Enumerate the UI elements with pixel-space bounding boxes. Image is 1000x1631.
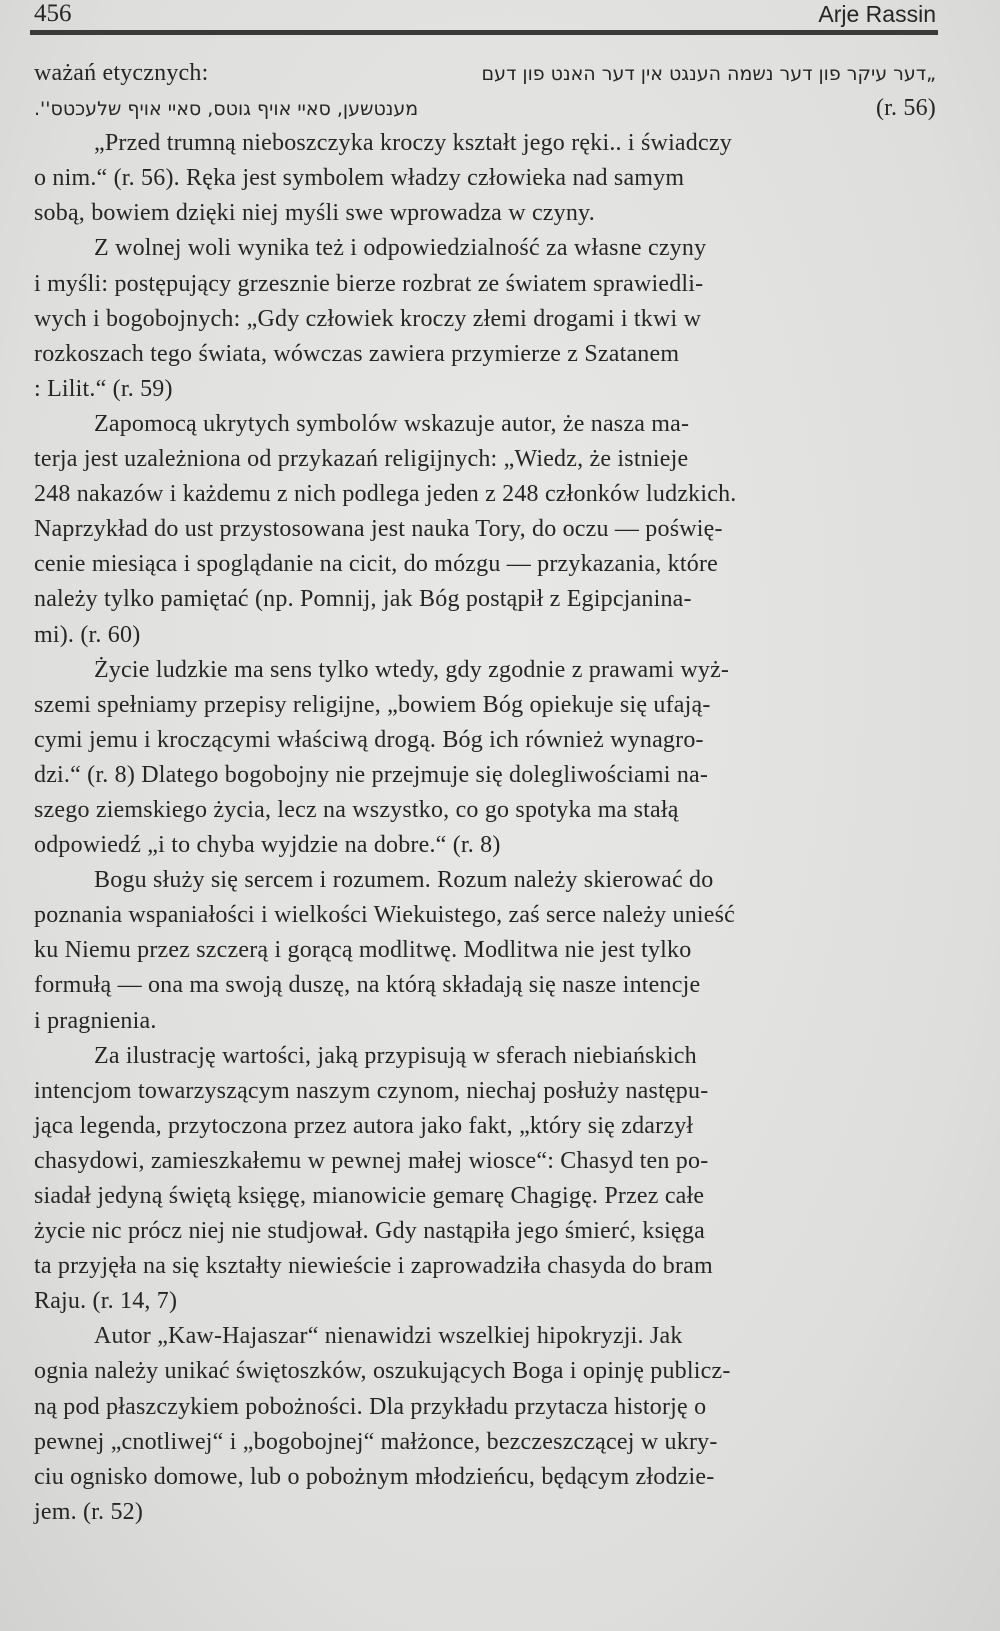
page-number: 456 — [34, 0, 72, 27]
line-text: Za ilustrację wartości, jaką przypisują w sferach niebiańskich — [94, 1042, 697, 1069]
line-text: cymi jemu i kroczącymi właściwą drogą. Bóg ich również wynagro- — [34, 726, 704, 753]
text-line — [34, 372, 936, 407]
line-text: jąca legenda, przytoczona przez autora jako fakt, „który się zdarzył — [34, 1112, 694, 1139]
text-line — [34, 582, 936, 617]
text-line — [34, 512, 936, 547]
text-line — [34, 968, 936, 1003]
line-text: Zapomocą ukrytych symbolów wskazuje autor, że nasza ma- — [94, 410, 690, 437]
line-text: jem. (r. 52) — [34, 1498, 144, 1525]
text-line — [34, 863, 936, 898]
text-line — [34, 477, 936, 512]
text-line — [34, 1249, 936, 1284]
yiddish-quote-line-1: „דער עיקר פון דער נשמה הענגט אין דער האנט פון דעם — [481, 63, 936, 85]
line-text: i pragnienia. — [34, 1007, 157, 1034]
line-text: „Przed trumną nieboszczyka kroczy kształt jego ręki.. i świadczy — [94, 130, 732, 157]
line-text: mi). (r. 60) — [34, 621, 141, 648]
line-text: ku Niemu przez szczerą i gorącą modlitwę. Modlitwa nie jest tylko — [34, 937, 692, 964]
line-text: terja jest uzależniona od przykazań religijnych: „Wiedz, że istnieje — [34, 446, 689, 473]
text-line — [34, 1109, 936, 1144]
line-text: Naprzykład do ust przystosowana jest nauka Tory, do oczu — poświę- — [34, 516, 723, 543]
line-polish-lead: ważań etycznych: — [34, 60, 209, 86]
text-line — [34, 1039, 936, 1074]
text-line — [34, 758, 936, 793]
line-text: sobą, bowiem dzięki niej myśli swe wprowadza w czyny. — [34, 200, 595, 227]
line-text: pewnej „cnotliwej“ i „bogobojnej“ małżonce, bezczeszczącej w ukry- — [34, 1428, 718, 1455]
line-text: odpowiedź „i to chyba wyjdzie na dobre.“ (r. 8) — [34, 832, 501, 859]
text-line — [34, 56, 936, 91]
text-line — [34, 337, 936, 372]
line-text: Życie ludzkie ma sens tylko wtedy, gdy zgodnie z prawami wyż- — [94, 656, 730, 683]
line-text: intencjom towarzyszącym naszym czynom, niechaj posłuży następu- — [34, 1077, 709, 1104]
page-header — [34, 0, 936, 30]
text-line — [34, 1390, 936, 1425]
line-text: szemi spełniamy przepisy religijne, „bowiem Bóg opiekuje się ufają- — [34, 691, 711, 718]
line-text: należy tylko pamiętać (np. Pomnij, jak Bóg postąpił z Egipcjanina- — [34, 586, 692, 613]
line-text: siadał jedyną świętą księgę, mianowicie gemarę Chagigę. Przez całe — [34, 1183, 705, 1209]
text-line — [34, 723, 936, 758]
text-line — [34, 1144, 936, 1179]
text-line — [34, 1179, 936, 1214]
line-text: i myśli: postępujący grzesznie bierze rozbrat ze światem sprawiedli- — [34, 270, 704, 297]
line-text: o nim.“ (r. 56). Ręka jest symbolem władzy człowieka nad samym — [34, 165, 685, 192]
text-line — [34, 1354, 936, 1389]
line-text: 248 nakazów i każdemu z nich podlega jeden z 248 członków ludzkich. — [34, 481, 737, 508]
text-line — [34, 1284, 936, 1319]
line-text: życie nic prócz niej nie studjował. Gdy nastąpiła jego śmierć, księga — [34, 1218, 705, 1245]
text-line — [34, 618, 936, 653]
text-line — [34, 267, 936, 302]
line-text: chasydowi, zamieszkałemu w pewnej małej wiosce“: Chasyd ten po- — [34, 1147, 709, 1174]
running-head-author: Arje Rassin — [818, 1, 936, 27]
text-line — [34, 1214, 936, 1249]
line-text: rozkoszach tego świata, wówczas zawiera przymierze z Szatanem — [34, 340, 680, 367]
line-text: ta przyjęła na się kształty niewieście i zaprowadziła chasyda do bram — [34, 1253, 713, 1280]
text-line — [34, 688, 936, 723]
line-text: poznania wspaniałości i wielkości Wiekuistego, zaś serce należy unieść — [34, 902, 736, 929]
line-text: Z wolnej woli wynika też i odpowiedzialność za własne czyny — [94, 235, 707, 262]
body-text — [34, 56, 936, 1530]
text-line — [34, 196, 936, 231]
line-text: wych i bogobojnych: „Gdy człowiek kroczy złemi drogami i tkwi w — [34, 305, 702, 332]
text-line — [34, 126, 936, 161]
text-line — [34, 793, 936, 828]
reference-r56: (r. 56) — [875, 95, 936, 122]
text-line — [34, 1004, 936, 1039]
line-text: szego ziemskiego życia, lecz na wszystko, co go spotyka ma stałą — [34, 796, 679, 823]
text-line — [34, 91, 936, 126]
text-line — [34, 898, 936, 933]
line-text: ognia należy unikać świętoszków, oszukujących Boga i opinję publicz- — [34, 1358, 731, 1385]
line-text: ciu ognisko domowe, lub o pobożnym młodzieńcu, będącym złodzie- — [34, 1463, 715, 1490]
line-text: ną pod płaszczykiem pobożności. Dla przykładu przytacza historję o — [34, 1393, 707, 1420]
text-line — [34, 161, 936, 196]
text-line — [34, 1495, 936, 1530]
text-line — [34, 442, 936, 477]
line-text: Autor „Kaw-Hajaszar“ nienawidzi wszelkiej hipokryzji. Jak — [94, 1323, 683, 1350]
text-line — [34, 1425, 936, 1460]
line-text: Bogu służy się sercem i rozumem. Rozum należy skierować do — [94, 867, 714, 894]
text-line — [34, 1074, 936, 1109]
line-text: Raju. (r. 14, 7) — [34, 1288, 178, 1315]
text-line — [34, 407, 936, 442]
text-line — [34, 1460, 936, 1495]
header-rule — [30, 30, 938, 35]
yiddish-quote-line-2: מענטשען, סאיי אויף גוטס, סאיי אויף שלעכטס''. — [34, 98, 419, 121]
text-line — [34, 653, 936, 688]
line-text: cenie miesiąca i spoglądanie na cicit, do mózgu — przykazania, które — [34, 551, 718, 578]
line-text: dzi.“ (r. 8) Dlatego bogobojny nie przejmuje się dolegliwościami na- — [34, 761, 709, 788]
text-line — [34, 547, 936, 582]
text-line — [34, 1319, 936, 1354]
text-line — [34, 302, 936, 337]
text-line — [34, 933, 936, 968]
text-line — [34, 828, 936, 863]
text-line — [34, 231, 936, 266]
line-text: : Lilit.“ (r. 59) — [34, 375, 173, 402]
line-text: formułą — ona ma swoją duszę, na którą składają się nasze intencje — [34, 972, 701, 999]
